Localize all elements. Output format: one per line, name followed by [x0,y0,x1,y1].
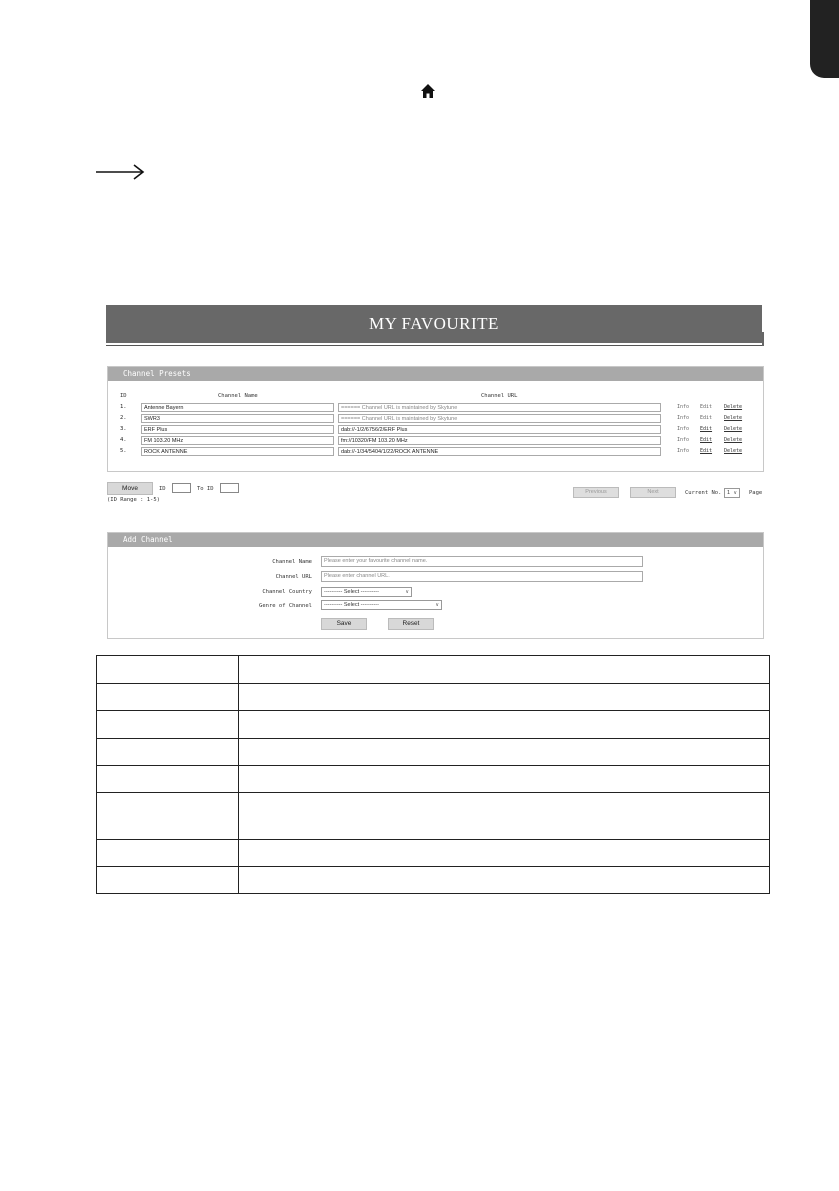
preset-name-field[interactable]: ROCK ANTENNE [141,447,334,456]
preset-delete-link[interactable]: Delete [724,437,743,443]
preset-id: 3. [120,426,127,432]
table-cell [239,739,770,766]
preset-row [0,447,839,457]
table-cell [239,840,770,867]
preset-delete-link[interactable]: Delete [724,448,743,454]
id-range-note: (ID Range : 1-5) [107,497,160,503]
table-cell [97,840,239,867]
table-row [97,739,770,766]
channel-country-value: ---------- Select ---------- [324,589,379,595]
table-row [97,793,770,840]
genre-of-channel-select[interactable] [321,600,442,610]
preset-url-field[interactable]: dab://-1/34/5404/1/22/ROCK ANTENNE [338,447,661,456]
channel-presets-heading: Channel Presets [108,367,763,381]
preset-delete-link[interactable]: Delete [724,415,743,421]
preset-name-field[interactable]: FM 103.20 MHz [141,436,334,445]
genre-of-channel-value: ---------- Select ---------- [324,602,379,608]
move-to-id-label: To ID [197,486,214,492]
table-cell [239,656,770,684]
preset-row [0,425,839,435]
preset-edit-link[interactable]: Edit [700,448,713,454]
banner-divider [106,345,762,346]
preset-url-field[interactable]: dab://-1/2/6756/2/ERF Plus [338,425,661,434]
preset-edit-link[interactable]: Edit [700,426,713,432]
preset-row [0,414,839,424]
save-button[interactable]: Save [321,618,367,630]
channel-country-label: Channel Country [262,589,312,595]
preset-info-link[interactable]: Info [677,448,690,454]
channel-url-label: Channel URL [275,574,312,580]
table-cell [97,684,239,711]
column-header-channel-name: Channel Name [218,393,258,399]
channel-name-input[interactable]: Please enter your favourite channel name. [321,556,643,567]
preset-url-field[interactable]: ====== Channel URL is maintained by Skytune [338,403,661,412]
page-label: Page [749,490,763,496]
column-header-id: ID [120,393,127,399]
preset-edit-link[interactable]: Edit [700,415,713,421]
table-row [97,766,770,793]
table-cell [97,711,239,739]
current-page-select[interactable] [724,488,740,498]
preset-info-link[interactable]: Info [677,437,690,443]
move-id-input[interactable] [172,483,191,493]
table-row [97,867,770,894]
table-row [97,684,770,711]
add-channel-heading: Add Channel [108,533,763,547]
channel-country-select[interactable] [321,587,412,597]
preset-delete-link[interactable]: Delete [724,404,743,410]
preset-name-field[interactable]: Antenne Bayern [141,403,334,412]
reset-button[interactable]: Reset [388,618,434,630]
move-id-label: ID [159,486,166,492]
preset-info-link[interactable]: Info [677,426,690,432]
table-cell [97,766,239,793]
current-page-value: 1 [727,490,731,496]
move-to-id-input[interactable] [220,483,239,493]
chevron-down-icon: ∨ [405,589,409,595]
add-channel-panel [107,532,764,639]
preset-id: 1. [120,404,127,410]
table-row [97,840,770,867]
preset-id: 2. [120,415,127,421]
preset-row [0,436,839,446]
preset-delete-link[interactable]: Delete [724,426,743,432]
home-icon [420,83,436,99]
preset-url-field[interactable]: fm://10320/FM 103.20 MHz [338,436,661,445]
table-cell [239,793,770,840]
chevron-down-icon: ∨ [435,602,439,608]
preset-info-link[interactable]: Info [677,415,690,421]
preset-id: 4. [120,437,127,443]
page-tab-marker [810,0,839,78]
preset-row [0,403,839,413]
table-cell [97,656,239,684]
channel-url-input[interactable]: Please enter channel URL. [321,571,643,582]
arrow-right-icon [96,163,146,181]
next-page-button[interactable]: Next [630,487,676,498]
preset-name-field[interactable]: SWR3 [141,414,334,423]
preset-info-link[interactable]: Info [677,404,690,410]
chevron-down-icon: ∨ [733,490,737,496]
preset-id: 5. [120,448,127,454]
column-header-channel-url: Channel URL [481,393,518,399]
table-cell [97,793,239,840]
genre-of-channel-label: Genre of Channel [259,603,312,609]
table-cell [239,711,770,739]
table-cell [97,739,239,766]
move-button[interactable]: Move [107,482,153,495]
preset-url-field[interactable]: ====== Channel URL is maintained by Skytune [338,414,661,423]
page-title: MY FAVOURITE [369,314,499,333]
table-cell [239,684,770,711]
table-row [97,711,770,739]
channel-name-label: Channel Name [272,559,312,565]
table-cell [239,766,770,793]
table-row [97,656,770,684]
preset-edit-link[interactable]: Edit [700,404,713,410]
table-cell [239,867,770,894]
previous-page-button[interactable]: Previous [573,487,619,498]
page-banner [106,305,762,343]
current-page-label: Current No. [685,490,722,496]
preset-name-field[interactable]: ERF Plus [141,425,334,434]
preset-edit-link[interactable]: Edit [700,437,713,443]
table-cell [97,867,239,894]
banner-edge-mark [762,332,764,346]
description-table [96,655,770,894]
